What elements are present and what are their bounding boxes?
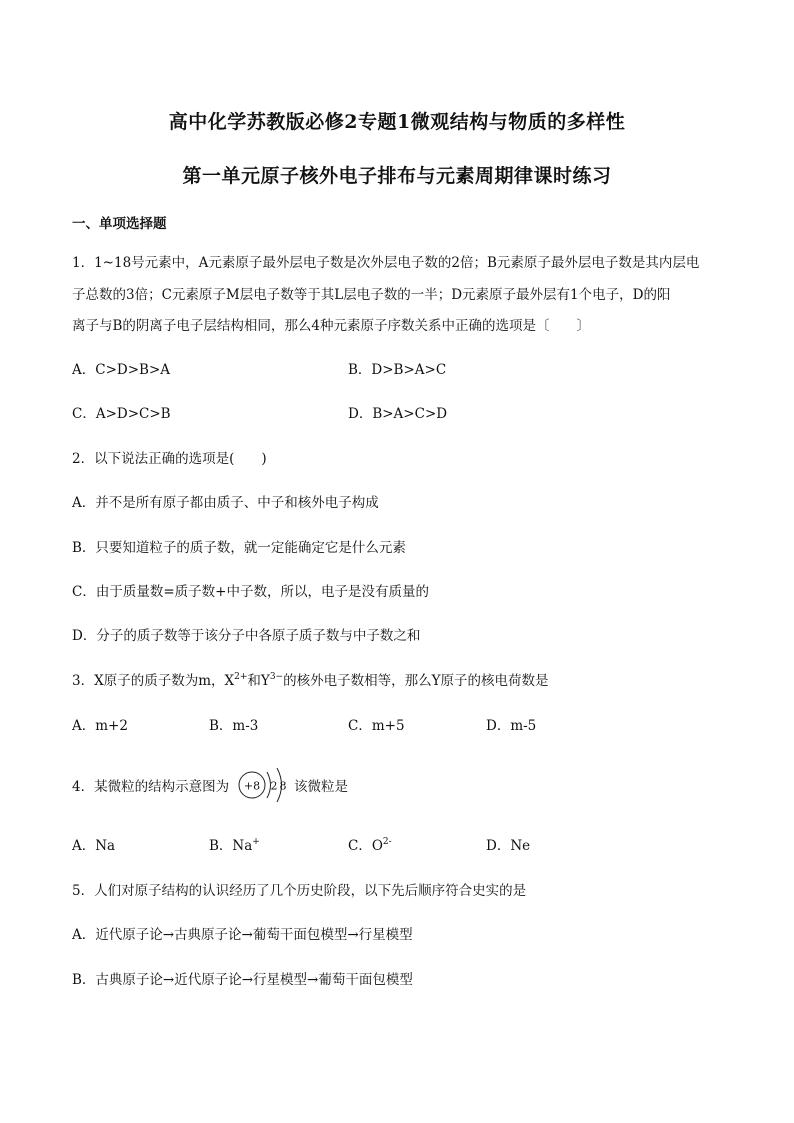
q4-option-a: A．Na: [72, 838, 116, 854]
q3-option-c: C．m+5: [348, 718, 405, 734]
q4-option-b: [209, 834, 260, 854]
section-heading: 一、单项选择题: [72, 216, 167, 232]
document-title: 高中化学苏教版必修2专题1微观结构与物质的多样性: [168, 111, 626, 133]
q1-option-d: D．B>A>C>D: [348, 406, 448, 422]
q1-stem-line2: 子总数的3倍；C元素原子M层电子数等于其L层电子数的一半；D元素原子最外层有1个电子，D的阳: [72, 287, 671, 303]
q4-option-d: D．Ne: [486, 838, 531, 854]
q3-y-charge: 3−: [269, 672, 284, 682]
q3-option-b: B．m-3: [209, 718, 259, 734]
q2-option-c: C．由于质量数=质子数+中子数，所以，电子是没有质量的: [72, 584, 429, 600]
q1-stem-line3: 离子与B的阴离子电子层结构相同，那么4种元素原子序数关系中正确的选项是〔 〕: [72, 318, 591, 334]
q3-option-d: D．m-5: [486, 718, 537, 734]
q2-option-a: A．并不是所有原子都由质子、中子和核外电子构成: [72, 495, 379, 511]
q1-option-c: C．A>D>C>B: [72, 406, 171, 422]
electron-shell-2-count: 8: [279, 779, 287, 793]
electron-shell-1-count: 2: [270, 779, 278, 793]
q2-stem: 2．以下说法正确的选项是( ): [72, 451, 267, 467]
q4-option-c-text: C．O: [348, 838, 383, 854]
q4-option-c-charge: 2-: [382, 837, 392, 847]
q3-stem-part3: 的核外电子数相等，那么Y原子的核电荷数是: [283, 673, 549, 689]
q3-stem-part1: 3．X原子的质子数为m，X: [72, 673, 235, 689]
q1-option-b: B．D>B>A>C: [348, 362, 447, 378]
q1-option-a: A．C>D>B>A: [72, 362, 171, 378]
atomic-structure-diagram: [237, 765, 291, 805]
q4-stem-part1: 4．某微粒的结构示意图为: [72, 779, 230, 795]
q5-stem: 5．人们对原子结构的认识经历了几个历史阶段，以下先后顺序符合史实的是: [72, 883, 527, 899]
q3-option-a: A．m+2: [72, 718, 128, 734]
document-subtitle: 第一单元原子核外电子排布与元素周期律课时练习: [182, 165, 612, 187]
q4-option-c: [348, 834, 392, 854]
q5-option-a: A．近代原子论→古典原子论→葡萄干面包模型→行星模型: [72, 927, 413, 943]
q4-option-b-charge: +: [252, 837, 260, 847]
q2-option-b: B．只要知道粒子的质子数，就一定能确定它是什么元素: [72, 540, 406, 556]
q5-option-b: B．古典原子论→近代原子论→行星模型→葡萄干面包模型: [72, 972, 413, 988]
q4-option-b-text: B．Na: [209, 838, 253, 854]
nucleus-charge: +8: [243, 779, 261, 793]
q3-stem-part2: 和Y: [247, 673, 270, 689]
q3-stem: [72, 669, 549, 689]
q4-stem-part2: 该微粒是: [294, 779, 348, 795]
q1-stem-line1: 1．1~18号元素中，A元素原子最外层电子数是次外层电子数的2倍；B元素原子最外层电子数是其内层电: [72, 255, 700, 271]
q3-x-charge: 2+: [234, 672, 248, 682]
q2-option-d: D．分子的质子数等于该分子中各原子质子数与中子数之和: [72, 628, 421, 644]
